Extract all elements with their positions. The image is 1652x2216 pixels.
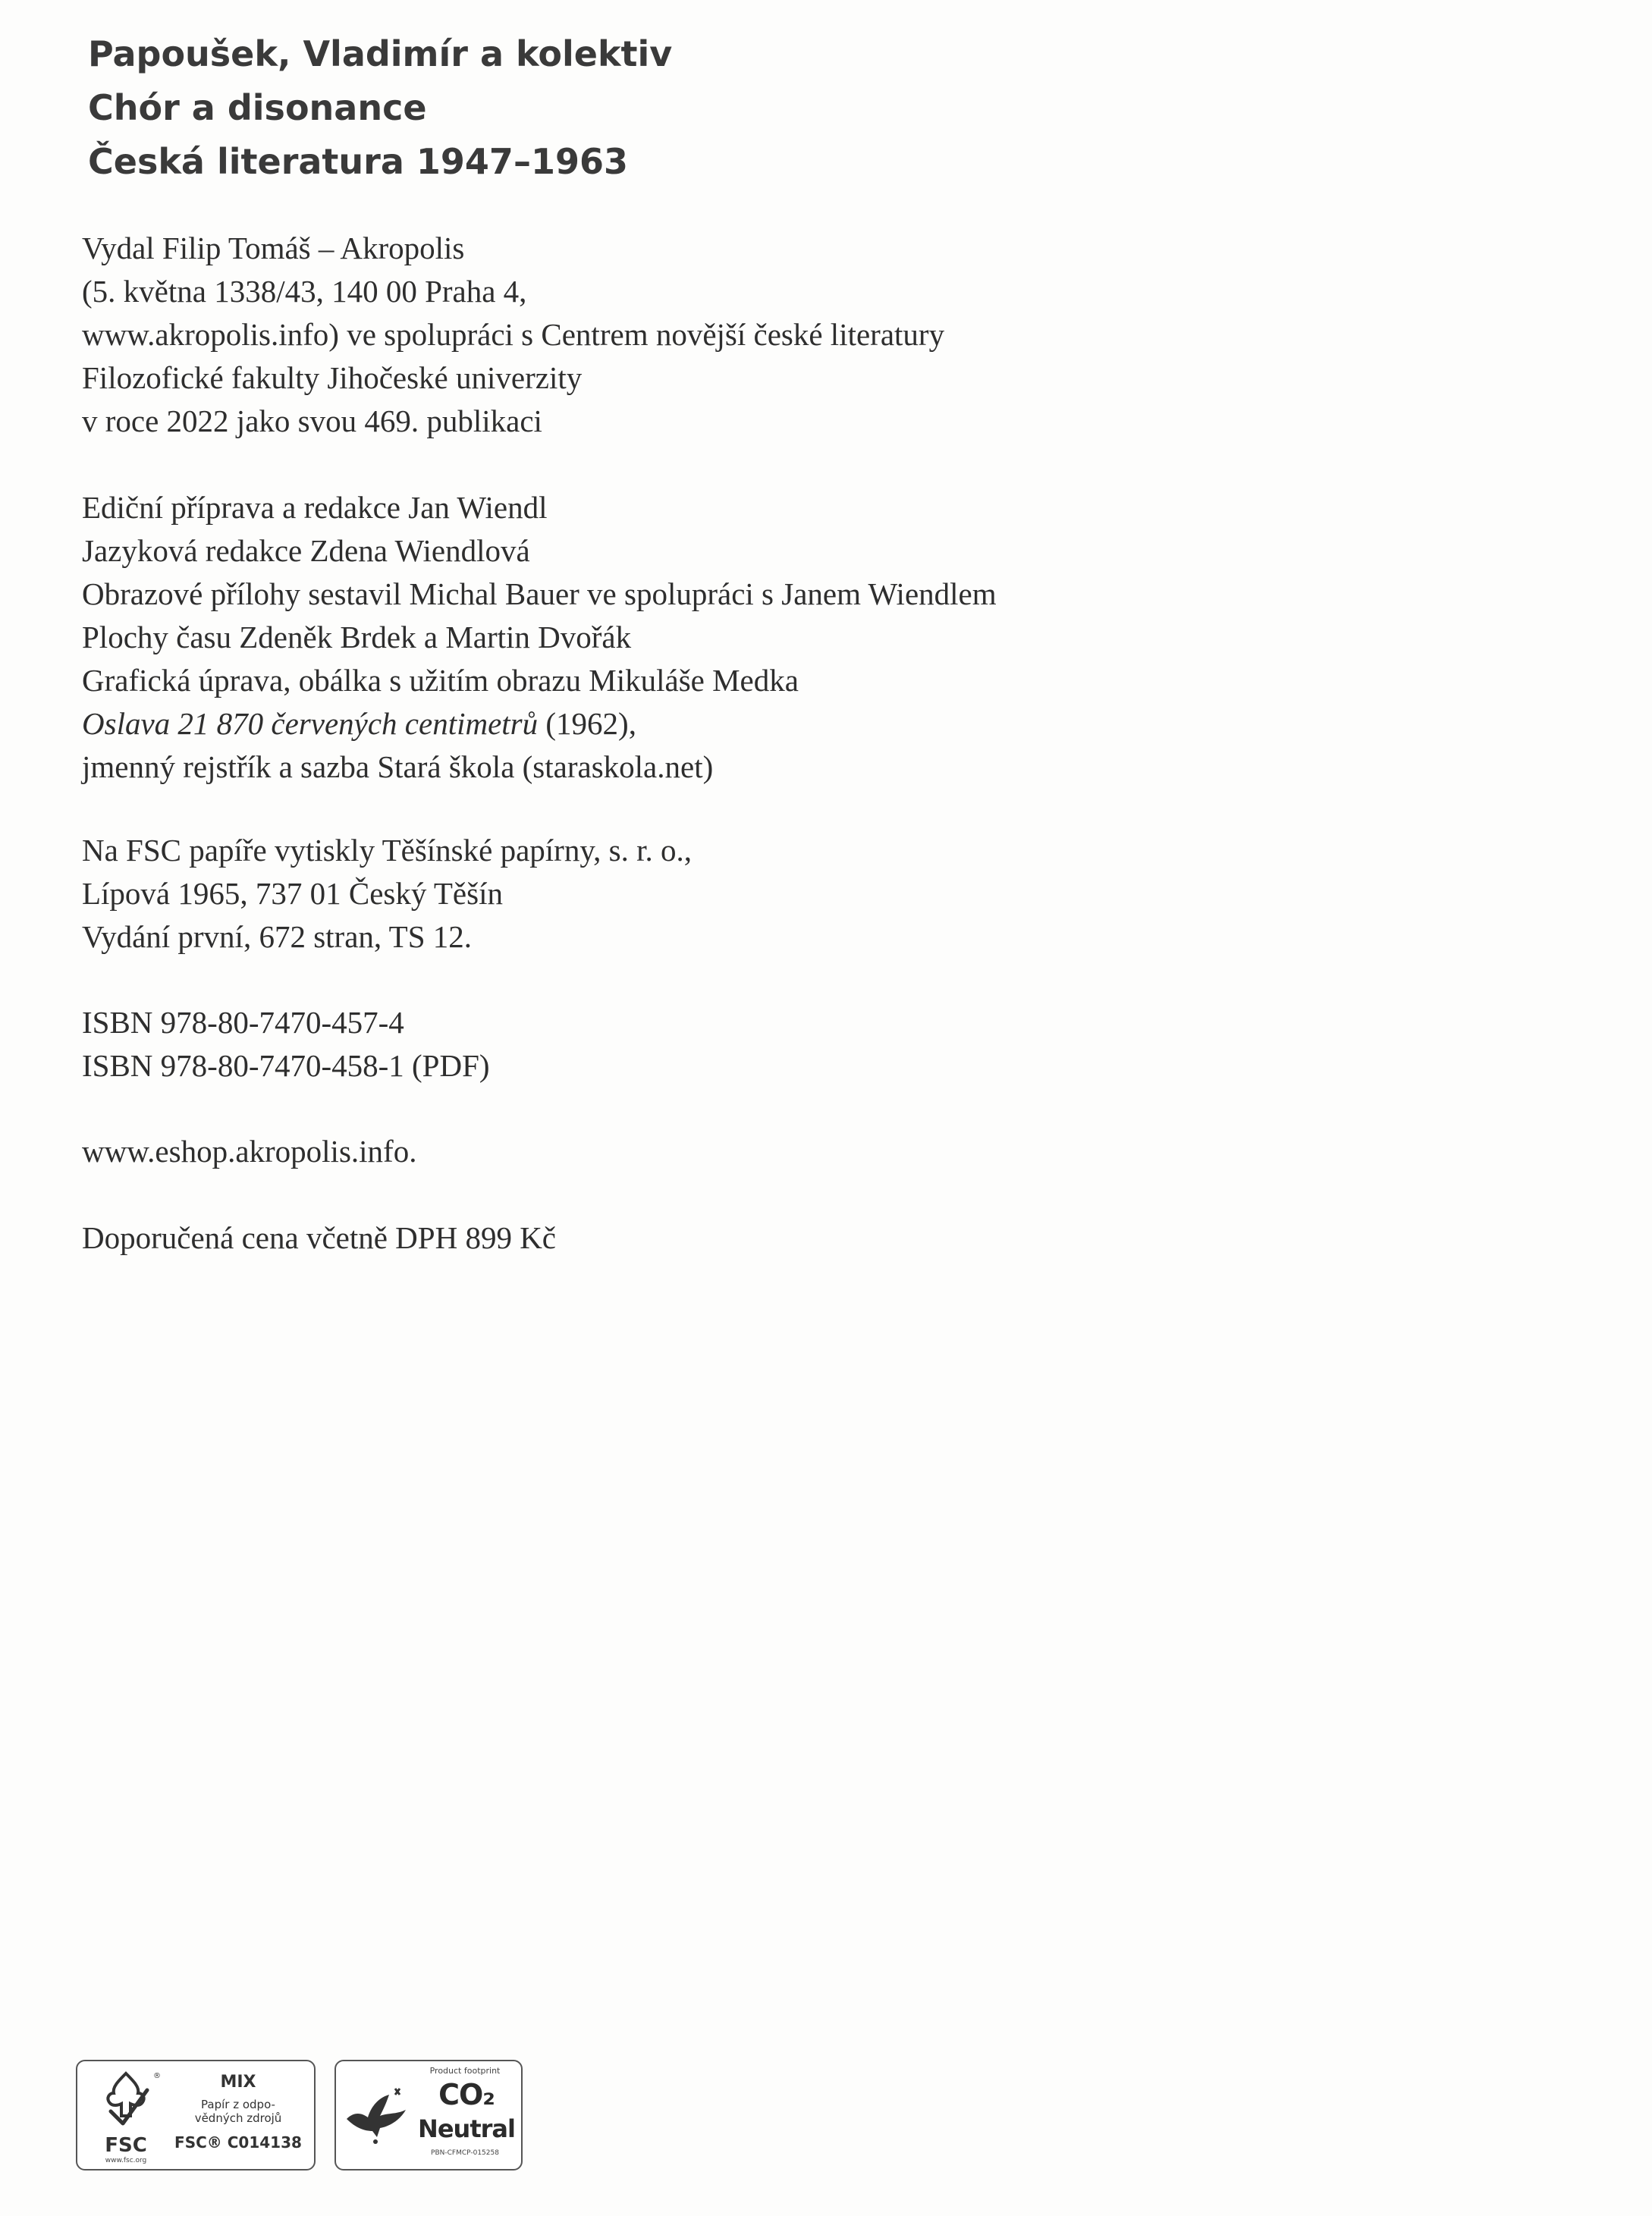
title-block (88, 27, 672, 189)
fsc-mark (88, 2067, 164, 2164)
publisher-line: www.akropolis.info) ve spolupráci s Centrem novější české literatury (82, 317, 945, 352)
print-line: Lípová 1965, 737 01 Český Těšín (82, 876, 503, 911)
print-block (82, 829, 692, 959)
co2-neutral-logo (334, 2060, 523, 2170)
artwork-title: Oslava 21 870 červených centimetrů (82, 706, 539, 741)
co2-neutral-label: Neutral (418, 2114, 515, 2143)
fsc-word: FSC (105, 2134, 147, 2157)
publisher-line: (5. května 1338/43, 140 00 Praha 4, (82, 274, 527, 309)
eshop-block (82, 1130, 416, 1173)
credits-line (82, 702, 997, 745)
dove-icon (342, 2084, 412, 2152)
credits-line: Grafická úprava, obálka s užitím obrazu Mikuláše Medka (82, 663, 799, 698)
credits-line: Plochy času Zdeněk Brdek a Martin Dvořák (82, 620, 632, 654)
author-heading: Papoušek, Vladimír a kolektiv (88, 33, 673, 74)
isbn-line: ISBN 978-80-7470-457-4 (82, 1005, 404, 1040)
credits-line: Ediční příprava a redakce Jan Wiendl (82, 490, 548, 525)
fsc-info (170, 2072, 306, 2152)
credits-line: Obrazové přílohy sestavil Michal Bauer ve spolupráci s Janem Wiendlem (82, 576, 997, 611)
svg-text:®: ® (153, 2072, 161, 2080)
fsc-url: www.fsc.org (105, 2157, 147, 2164)
eshop-url: www.eshop.akropolis.info. (82, 1134, 417, 1169)
co2-top-label: Product footprint (429, 2066, 501, 2076)
fsc-tree-check-icon (88, 2067, 164, 2136)
fsc-license-code: FSC® C014138 (174, 2133, 302, 2152)
price-text: Doporučená cena včetně DPH 899 Kč (82, 1220, 557, 1255)
co2-code: PBN-CFMCP-015258 (431, 2149, 499, 2157)
fsc-mix-label: MIX (220, 2073, 256, 2092)
publisher-line: v roce 2022 jako svou 469. publikaci (82, 403, 542, 438)
co2-main-label: CO₂ (438, 2078, 495, 2111)
publisher-line: Filozofické fakulty Jihočeské univerzity (82, 360, 583, 395)
fsc-logo (76, 2060, 316, 2170)
price-block (82, 1216, 556, 1260)
publisher-line: Vydal Filip Tomáš – Akropolis (82, 231, 465, 265)
credits-line: Jazyková redakce Zdena Wiendlová (82, 533, 530, 568)
credits-line: jmenný rejstřík a sazba Stará škola (staraskola.net) (82, 749, 714, 784)
fsc-paper-line: Papír z odpo- (201, 2098, 275, 2111)
fsc-paper-line: vědných zdrojů (194, 2111, 282, 2125)
book-title: Chór a disonance (88, 87, 427, 128)
book-subtitle: Česká literatura 1947–1963 (88, 141, 628, 182)
artwork-year: (1962), (538, 706, 636, 741)
isbn-block (82, 1001, 490, 1088)
publisher-block (82, 227, 944, 443)
print-line: Vydání první, 672 stran, TS 12. (82, 919, 473, 954)
isbn-line: ISBN 978-80-7470-458-1 (PDF) (82, 1048, 490, 1083)
print-line: Na FSC papíře vytiskly Těšínské papírny, s. r. o., (82, 833, 693, 868)
credits-block (82, 486, 997, 789)
